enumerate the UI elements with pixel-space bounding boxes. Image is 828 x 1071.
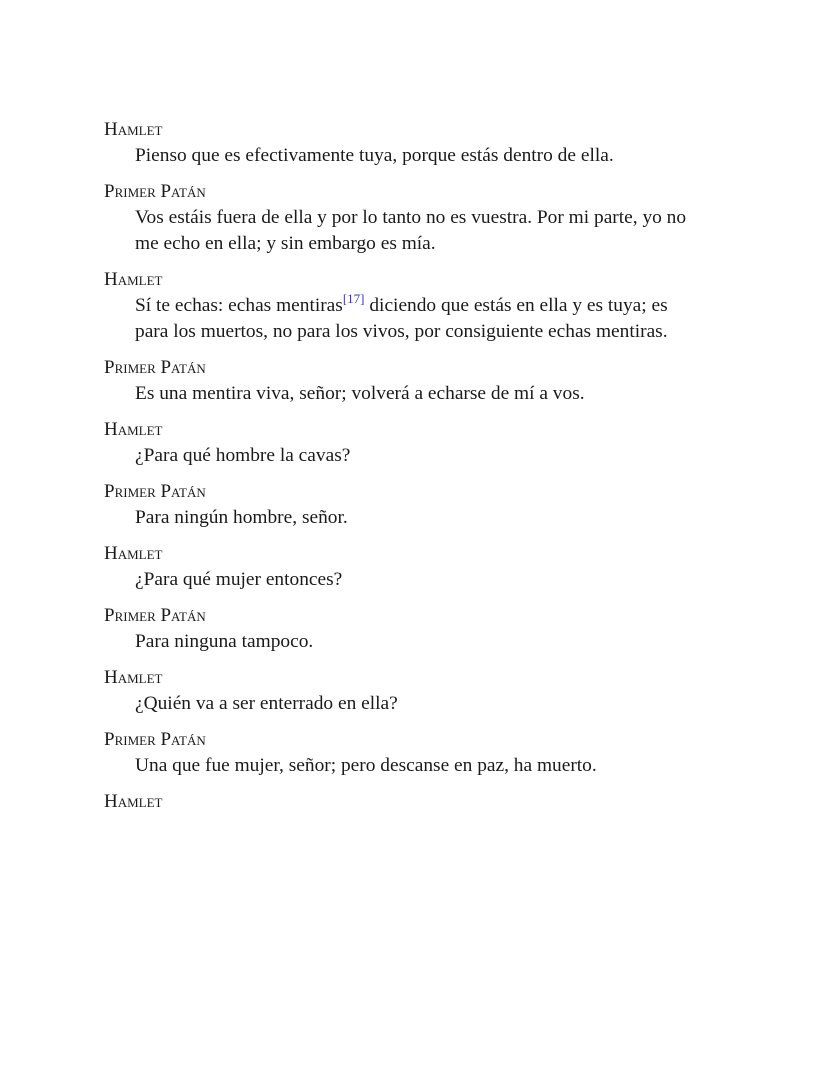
dialogue-text: Sí te echas: echas mentiras xyxy=(135,295,343,316)
dialogue-block xyxy=(104,417,726,469)
dialogue-line: Pienso que es efectivamente tuya, porque estás dentro de ella. xyxy=(135,145,614,166)
dialogue-line: ¿Para qué hombre la cavas? xyxy=(135,445,351,466)
dialogue-block xyxy=(104,267,726,345)
speaker-name: Hamlet xyxy=(104,543,163,564)
dialogue-block xyxy=(104,603,726,655)
speaker-name: Primer Patán xyxy=(104,181,206,202)
document-page xyxy=(104,117,726,825)
dialogue-line: Vos estáis fuera de ella y por lo tanto no es vuestra. Por mi parte, yo no xyxy=(135,207,687,228)
dialogue-block xyxy=(104,355,726,407)
dialogue-line xyxy=(135,290,726,319)
dialogue-block xyxy=(104,117,726,169)
speaker-name: Hamlet xyxy=(104,791,163,812)
speaker-name: Hamlet xyxy=(104,269,163,290)
dialogue-line: ¿Quién va a ser enterrado en ella? xyxy=(135,693,398,714)
dialogue-line: ¿Para qué mujer entonces? xyxy=(135,569,343,590)
dialogue-line: para los muertos, no para los vivos, por consiguiente echas mentiras. xyxy=(135,321,668,342)
speaker-name: Primer Patán xyxy=(104,729,206,750)
dialogue-block xyxy=(104,541,726,593)
dialogue-line: Una que fue mujer, señor; pero descanse en paz, ha muerto. xyxy=(135,755,597,776)
dialogue-block xyxy=(104,727,726,779)
dialogue-line: me echo en ella; y sin embargo es mía. xyxy=(135,233,436,254)
dialogue-text: diciendo que estás en ella y es tuya; es xyxy=(364,295,668,316)
speaker-name: Primer Patán xyxy=(104,481,206,502)
speaker-name: Hamlet xyxy=(104,119,163,140)
dialogue-line: Es una mentira viva, señor; volverá a echarse de mí a vos. xyxy=(135,383,585,404)
dialogue-line: Para ninguna tampoco. xyxy=(135,631,314,652)
speaker-name: Primer Patán xyxy=(104,605,206,626)
dialogue-line: Para ningún hombre, señor. xyxy=(135,507,348,528)
speaker-name: Hamlet xyxy=(104,667,163,688)
speaker-name: Hamlet xyxy=(104,419,163,440)
speaker-name: Primer Patán xyxy=(104,357,206,378)
dialogue-block xyxy=(104,789,726,815)
dialogue-block xyxy=(104,665,726,717)
footnote-link-17[interactable]: [17] xyxy=(342,290,365,306)
dialogue-block xyxy=(104,179,726,257)
dialogue-block xyxy=(104,479,726,531)
